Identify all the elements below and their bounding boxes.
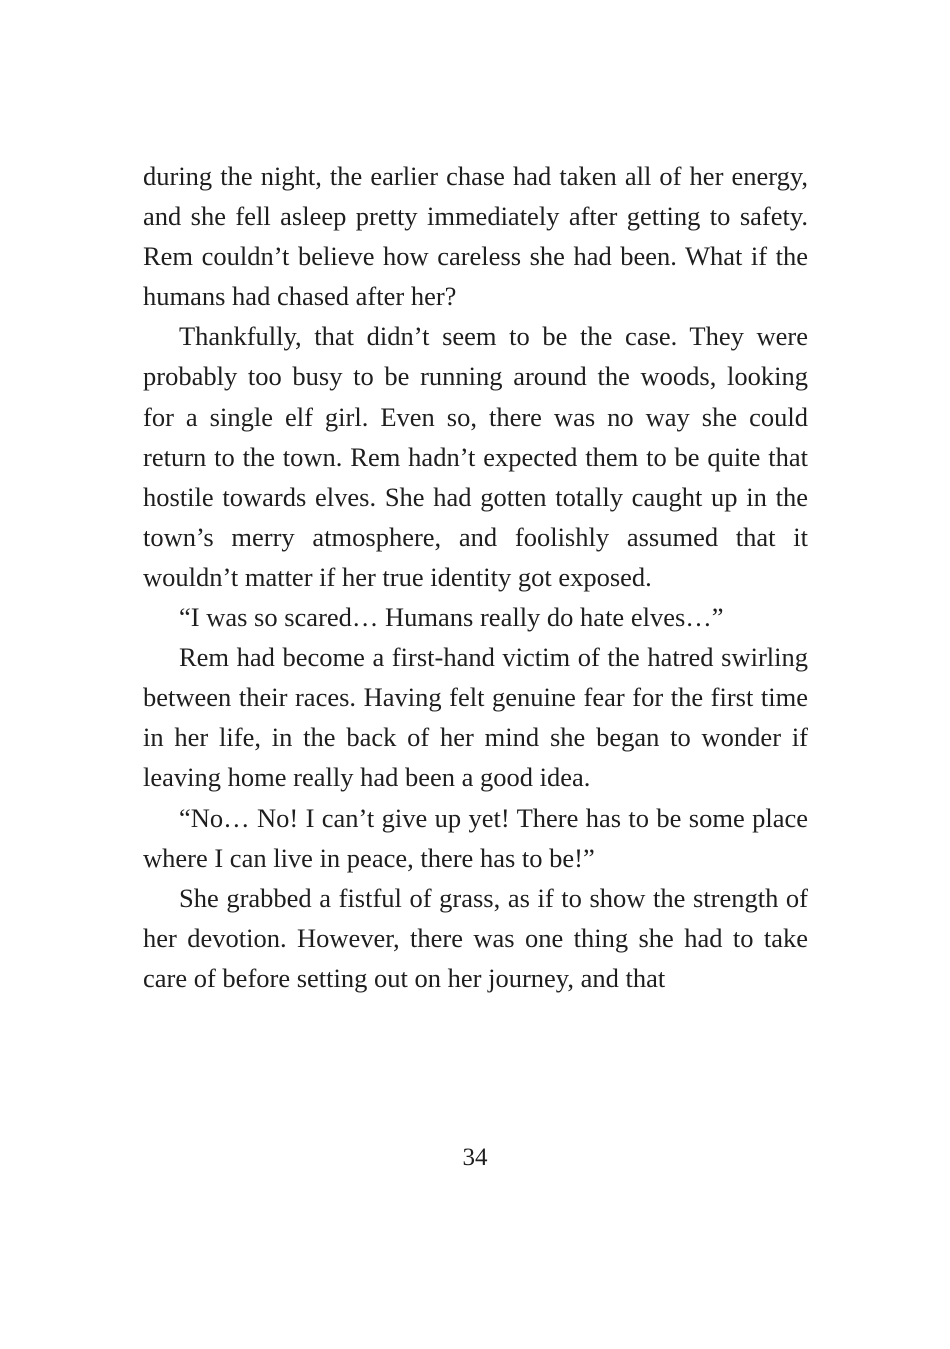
page-number: 34 xyxy=(462,1144,488,1171)
paragraph-6: She grabbed a fistful of grass, as if to show the strength of her devotion. However, there was one thing she had to take care of before setting out on her journey, and that xyxy=(143,882,808,993)
paragraph-3-dialogue: “I was so scared… Humans really do hate elves…” xyxy=(179,602,724,633)
paragraph-5-dialogue: “No… No! I can’t give up yet! There has to be some place where I can live in peace, there has to be!” xyxy=(143,802,808,873)
paragraph-2: Thankfully, that didn’t seem to be the case. They were probably too busy to be running around the woods, looking for a single elf girl. Even so, there was no way she could return to the town. Rem hadn’t expected them to be quite that hostile towards elves. She had gotten totally caught up in the town’s merry atmosphere, and foolishly assumed that it wouldn’t matter if her true identity got exposed. xyxy=(143,321,808,592)
paragraph-4: Rem had become a first-hand victim of the hatred swirling between their races. Having felt genuine fear for the first time in her life, in the back of her mind she began to wonder if leaving home really had been a good idea. xyxy=(143,642,808,793)
paragraph-1: during the night, the earlier chase had taken all of her energy, and she fell asleep pretty immediately after getting to safety. Rem couldn’t believe how careless she had been. What if the humans had chased after her? xyxy=(143,161,808,312)
body-text xyxy=(143,156,808,998)
